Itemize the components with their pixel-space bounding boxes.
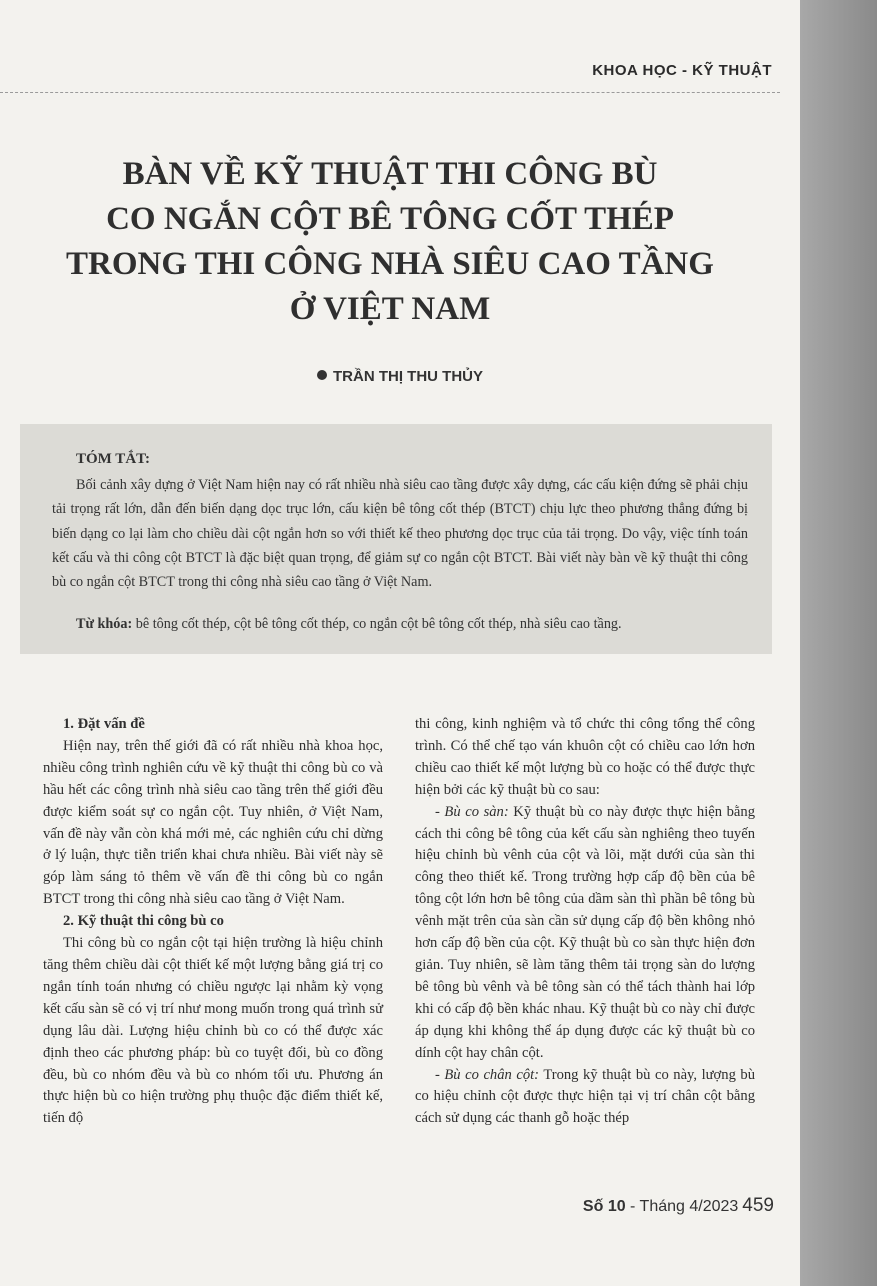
body-paragraph: thi công, kinh nghiệm và tổ chức thi công tổng thể công trình. Có thể chế tạo ván khuôn cột có chiều cao lớn hơn chiều cao thiết kế một lượng bù co hoặc có thể được thực hiện bởi các kỹ thuật bù co sau: (415, 716, 755, 798)
title-line: BÀN VỀ KỸ THUẬT THI CÔNG BÙ (122, 156, 658, 192)
column-right (415, 714, 755, 1130)
body-paragraph (415, 1065, 755, 1131)
page-number: 459 (742, 1195, 774, 1216)
section-label: KHOA HỌC - KỸ THUẬT (592, 62, 772, 79)
title-line: CO NGẮN CỘT BÊ TÔNG CỐT THÉP (106, 201, 674, 237)
bullet-icon (317, 370, 327, 380)
title-line: TRONG THI CÔNG NHÀ SIÊU CAO TẦNG (66, 246, 714, 282)
issue-number: Số 10 (582, 1198, 626, 1215)
keywords-label: Từ khóa: (76, 616, 133, 632)
column-left (43, 714, 383, 1130)
header-divider (0, 92, 780, 93)
body-paragraph: Thi công bù co ngắn cột tại hiện trường là hiệu chỉnh tăng thêm chiều dài cột thiết kế một lượng bằng giá trị co ngắn tính toán nhưng có chiều ngược lại nhằm kỳ vọng kết cấu sàn sẽ có vị trí như mong muốn trong quá trình sử dụng lâu dài. Lượng hiệu chỉnh bù co có thể được xác định theo các phương pháp: bù co tuyệt đối, bù co đồng đều, bù co nhóm đều và bù co nhóm tối ưu. Phương án thực hiện bù co hiện trường phụ thuộc đặc điểm thiết kế, tiến độ (43, 935, 383, 1127)
page-footer (583, 1195, 774, 1217)
term-label: - Bù co chân cột: (435, 1066, 540, 1083)
abstract-heading: TÓM TẮT: (76, 451, 151, 467)
body-paragraph (415, 802, 755, 1065)
body-paragraph: Hiện nay, trên thế giới đã có rất nhiều nhà khoa học, nhiều công trình nghiên cứu về kỹ thuật thi công bù co và hầu hết các công trình nhà siêu cao tầng trên thế giới đều được kiểm soát sự co ngắn cột. Tuy nhiên, ở Việt Nam, vấn đề này vẫn còn khá mới mẻ, các nghiên cứu chỉ dừng ở lý luận, thực tiễn triển khai chưa nhiều. Bài viết này sẽ góp làm sáng tỏ thêm về vấn đề thi công bù co ngắn BTCT trong thi công nhà siêu cao tầng ở Việt Nam. (43, 737, 383, 908)
section-heading: 2. Kỹ thuật thi công bù co (63, 913, 224, 930)
abstract-text (52, 473, 748, 594)
section-heading: 1. Đặt vấn đề (63, 716, 145, 732)
author-name: TRẦN THỊ THU THỦY (333, 368, 483, 385)
title-line: Ở VIỆT NAM (289, 291, 491, 327)
abstract-paragraph: Bối cảnh xây dựng ở Việt Nam hiện nay có rất nhiều nhà siêu cao tầng được xây dựng, các cấu kiện đứng sẽ phải chịu tải trọng rất lớn, dẫn đến biến dạng dọc trục lớn, cấu kiện bê tông cốt thép (BTCT) chịu lực theo phương thẳng đứng bị biến dạng co lại làm cho chiều dài cột ngắn hơn so với thiết kế theo phương dọc trục của tải trọng. Do vậy, việc tính toán kết cấu và thi công cột BTCT là đặc biệt quan trọng, để giảm sự co ngắn cột BTCT. Bài viết này bàn về kỹ thuật thi công bù co ngắn cột BTCT trong thi công nhà siêu cao tầng ở Việt Nam. (52, 477, 748, 591)
author-line (0, 368, 800, 385)
issue-date: - Tháng 4/2023 (625, 1198, 739, 1215)
keywords (52, 612, 772, 636)
term-label: - Bù co sàn: (435, 803, 509, 820)
term-text: Trong kỹ thuật bù co này, lượng bù co hiệu chỉnh cột được thực hiện tại vị trí chân cột bằng cách sử dụng các thanh gỗ hoặc thép (415, 1066, 755, 1127)
page-edge-shadow (800, 0, 877, 1286)
keywords-list: bê tông cốt thép, cột bê tông cốt thép, co ngắn cột bê tông cốt thép, nhà siêu cao tầng. (132, 616, 622, 632)
article-title (40, 152, 740, 332)
term-text: Kỹ thuật bù co này được thực hiện bằng cách thi công bê tông của kết cấu sàn nghiêng theo tuyến hiệu chỉnh bù vênh của cột và lõi, mặt dưới của sàn thi công theo thiết kế. Trong trường hợp cấp độ bền của bê tông cột lớn hơn bê tông của dầm sàn thì phần bê tông bù vênh mặt trên của sàn cần sử dụng cấp độ bền không nhỏ hơn cấp độ bền của cột. Kỹ thuật bù co sàn thực hiện đơn giản. Tuy nhiên, sẽ làm tăng thêm tải trọng sàn do lượng bê tông bù vênh và bê tông sàn có thể tách thành hai lớp khi có cấp độ bền khác nhau. Kỹ thuật bù co này chỉ được áp dụng khi không thể áp dụng được các kỹ thuật bù co dính cột hay chân cột. (415, 803, 755, 1061)
